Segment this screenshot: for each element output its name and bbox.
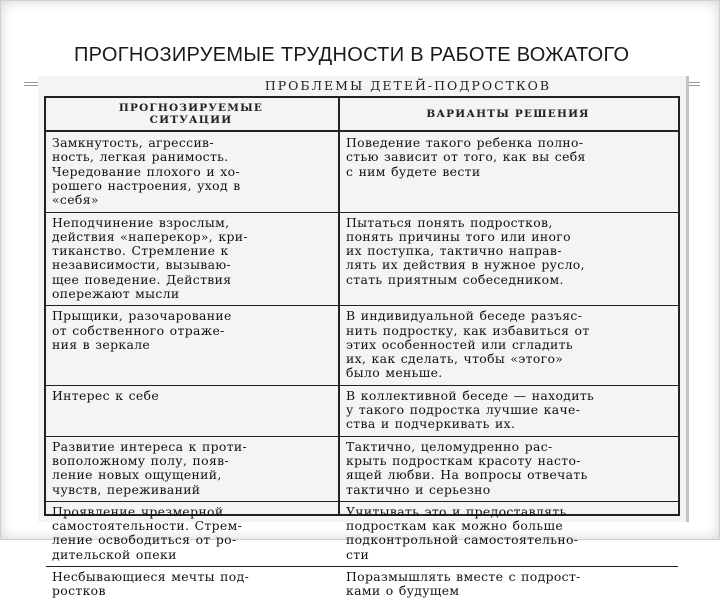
row-divider <box>46 385 678 386</box>
situation-cell-line: рошего настроения, уход в <box>52 177 241 193</box>
situation-cell-line: щее поведение. Действия <box>52 271 232 287</box>
solution-cell-line: ками о будущем <box>346 583 460 599</box>
situation-cell-line: Несбывающиеся мечты под- <box>52 569 250 585</box>
situation-cell <box>52 389 334 403</box>
solution-cell <box>346 440 672 497</box>
situation-cell-line: Интерес к себе <box>52 387 160 403</box>
situation-cell-line: опережают мысли <box>52 285 180 301</box>
solution-cell-line: понять причины того или иного <box>346 228 571 244</box>
table-row <box>46 385 678 436</box>
situation-cell-line: ление новых ощущений, <box>52 467 222 483</box>
solution-cell-line: Пытаться понять подростков, <box>346 214 553 230</box>
solution-cell-line: Тактично, целомудренно рас- <box>346 438 553 454</box>
situation-cell-line: Проявление чрезмерной <box>52 503 224 519</box>
situation-cell-line: действия «наперекор», кри- <box>52 228 248 244</box>
solution-cell-line: сти <box>346 546 370 562</box>
solution-cell-line: Учитывать это и предоставлять <box>346 503 567 519</box>
row-divider <box>46 566 678 567</box>
solution-cell <box>346 309 672 380</box>
situation-cell-line: чувств, переживаний <box>52 481 201 497</box>
situation-cell-line: Неподчинение взрослым, <box>52 214 230 230</box>
table-row <box>46 501 678 566</box>
solution-cell <box>346 136 672 179</box>
situation-cell <box>52 309 334 352</box>
solution-cell-line: их поступка, тактично направ- <box>346 243 562 259</box>
situation-cell-line: воположному полу, появ- <box>52 452 229 468</box>
row-divider <box>46 212 678 213</box>
solution-cell-line: их, как сделать, чтобы «этого» <box>346 351 564 367</box>
situation-cell-line: самостоятельности. Стрем- <box>52 518 243 534</box>
slide-title: ПРОГНОЗИРУЕМЫЕ ТРУДНОСТИ В РАБОТЕ ВОЖАТОГО <box>74 44 630 66</box>
situation-cell-line: дительской опеки <box>52 546 177 562</box>
situation-cell <box>52 440 334 497</box>
solution-cell <box>346 389 672 432</box>
solution-cell-line: тактично и серьезно <box>346 481 491 497</box>
solution-cell-line: Поразмышлять вместе с подрост- <box>346 569 581 585</box>
situation-cell <box>52 570 334 599</box>
solution-cell-line: стать приятным собеседником. <box>346 271 564 287</box>
table-row <box>46 566 678 603</box>
situation-cell-line: Чередование плохого и хо- <box>52 163 240 179</box>
row-divider <box>46 305 678 306</box>
situation-cell-line: от собственного отраже- <box>52 322 225 338</box>
solution-cell-line: этих особенностей или сгладить <box>346 336 573 352</box>
solution-cell-line: В индивидуальной беседе разъяс- <box>346 308 583 324</box>
problems-table <box>44 96 680 599</box>
solution-cell-line: В коллективной беседе — находить <box>346 387 595 403</box>
solution-cell-line: крыть подросткам красоту насто- <box>346 452 581 468</box>
situation-cell-line: тиканство. Стремление к <box>52 243 229 259</box>
situation-cell <box>52 136 334 207</box>
table-row <box>46 305 678 385</box>
solution-cell <box>346 216 672 287</box>
table-title: ПРОБЛЕМЫ ДЕТЕЙ-ПОДРОСТКОВ <box>264 78 552 93</box>
situation-cell-line: ростков <box>52 583 106 599</box>
row-divider <box>46 436 678 437</box>
solution-cell-line: стью зависит от того, как вы себя <box>346 149 586 165</box>
situation-cell-line: ния в зеркале <box>52 336 151 352</box>
solution-cell-line: нить подростку, как избавиться от <box>346 322 590 338</box>
situation-cell-line: Прыщики, разочарование <box>52 308 232 324</box>
solution-cell-line: Поведение такого ребенка полно- <box>346 135 584 150</box>
table-row <box>46 132 678 212</box>
situation-cell <box>52 505 334 562</box>
situation-cell-line: ление освободиться от ро- <box>52 532 237 548</box>
solution-cell-line: подросткам как можно больше <box>346 518 564 534</box>
header-situations: ПРОГНОЗИРУЕМЫЕ СИТУАЦИИ <box>118 102 264 126</box>
situation-cell <box>52 216 334 302</box>
solution-cell-line: ящей любви. На вопросы отвечать <box>346 467 588 483</box>
scanned-table-image <box>38 76 689 599</box>
solution-cell <box>346 505 672 562</box>
situation-cell-line: Замкнутость, агрессив- <box>52 135 214 150</box>
situation-cell-line: Развитие интереса к проти- <box>52 438 248 454</box>
solution-cell <box>346 570 672 599</box>
row-divider <box>46 501 678 502</box>
solution-cell-line: у такого подростка лучшие каче- <box>346 402 581 418</box>
solution-cell-line: было меньше. <box>346 365 443 381</box>
solution-cell-line: с ним будете вести <box>346 163 481 179</box>
situation-cell-line: ность, легкая ранимость. <box>52 149 229 165</box>
solution-cell-line: ства и подчеркивать их. <box>346 416 516 432</box>
header-solutions: ВАРИАНТЫ РЕШЕНИЯ <box>426 108 590 120</box>
situation-cell-line: «себя» <box>52 192 99 208</box>
table-row <box>46 436 678 501</box>
situation-cell-line: независимости, вызываю- <box>52 257 232 273</box>
solution-cell-line: подконтрольной самостоятельно- <box>346 532 579 548</box>
solution-cell-line: лять их действия в нужное русло, <box>346 257 585 273</box>
table-row <box>46 212 678 306</box>
